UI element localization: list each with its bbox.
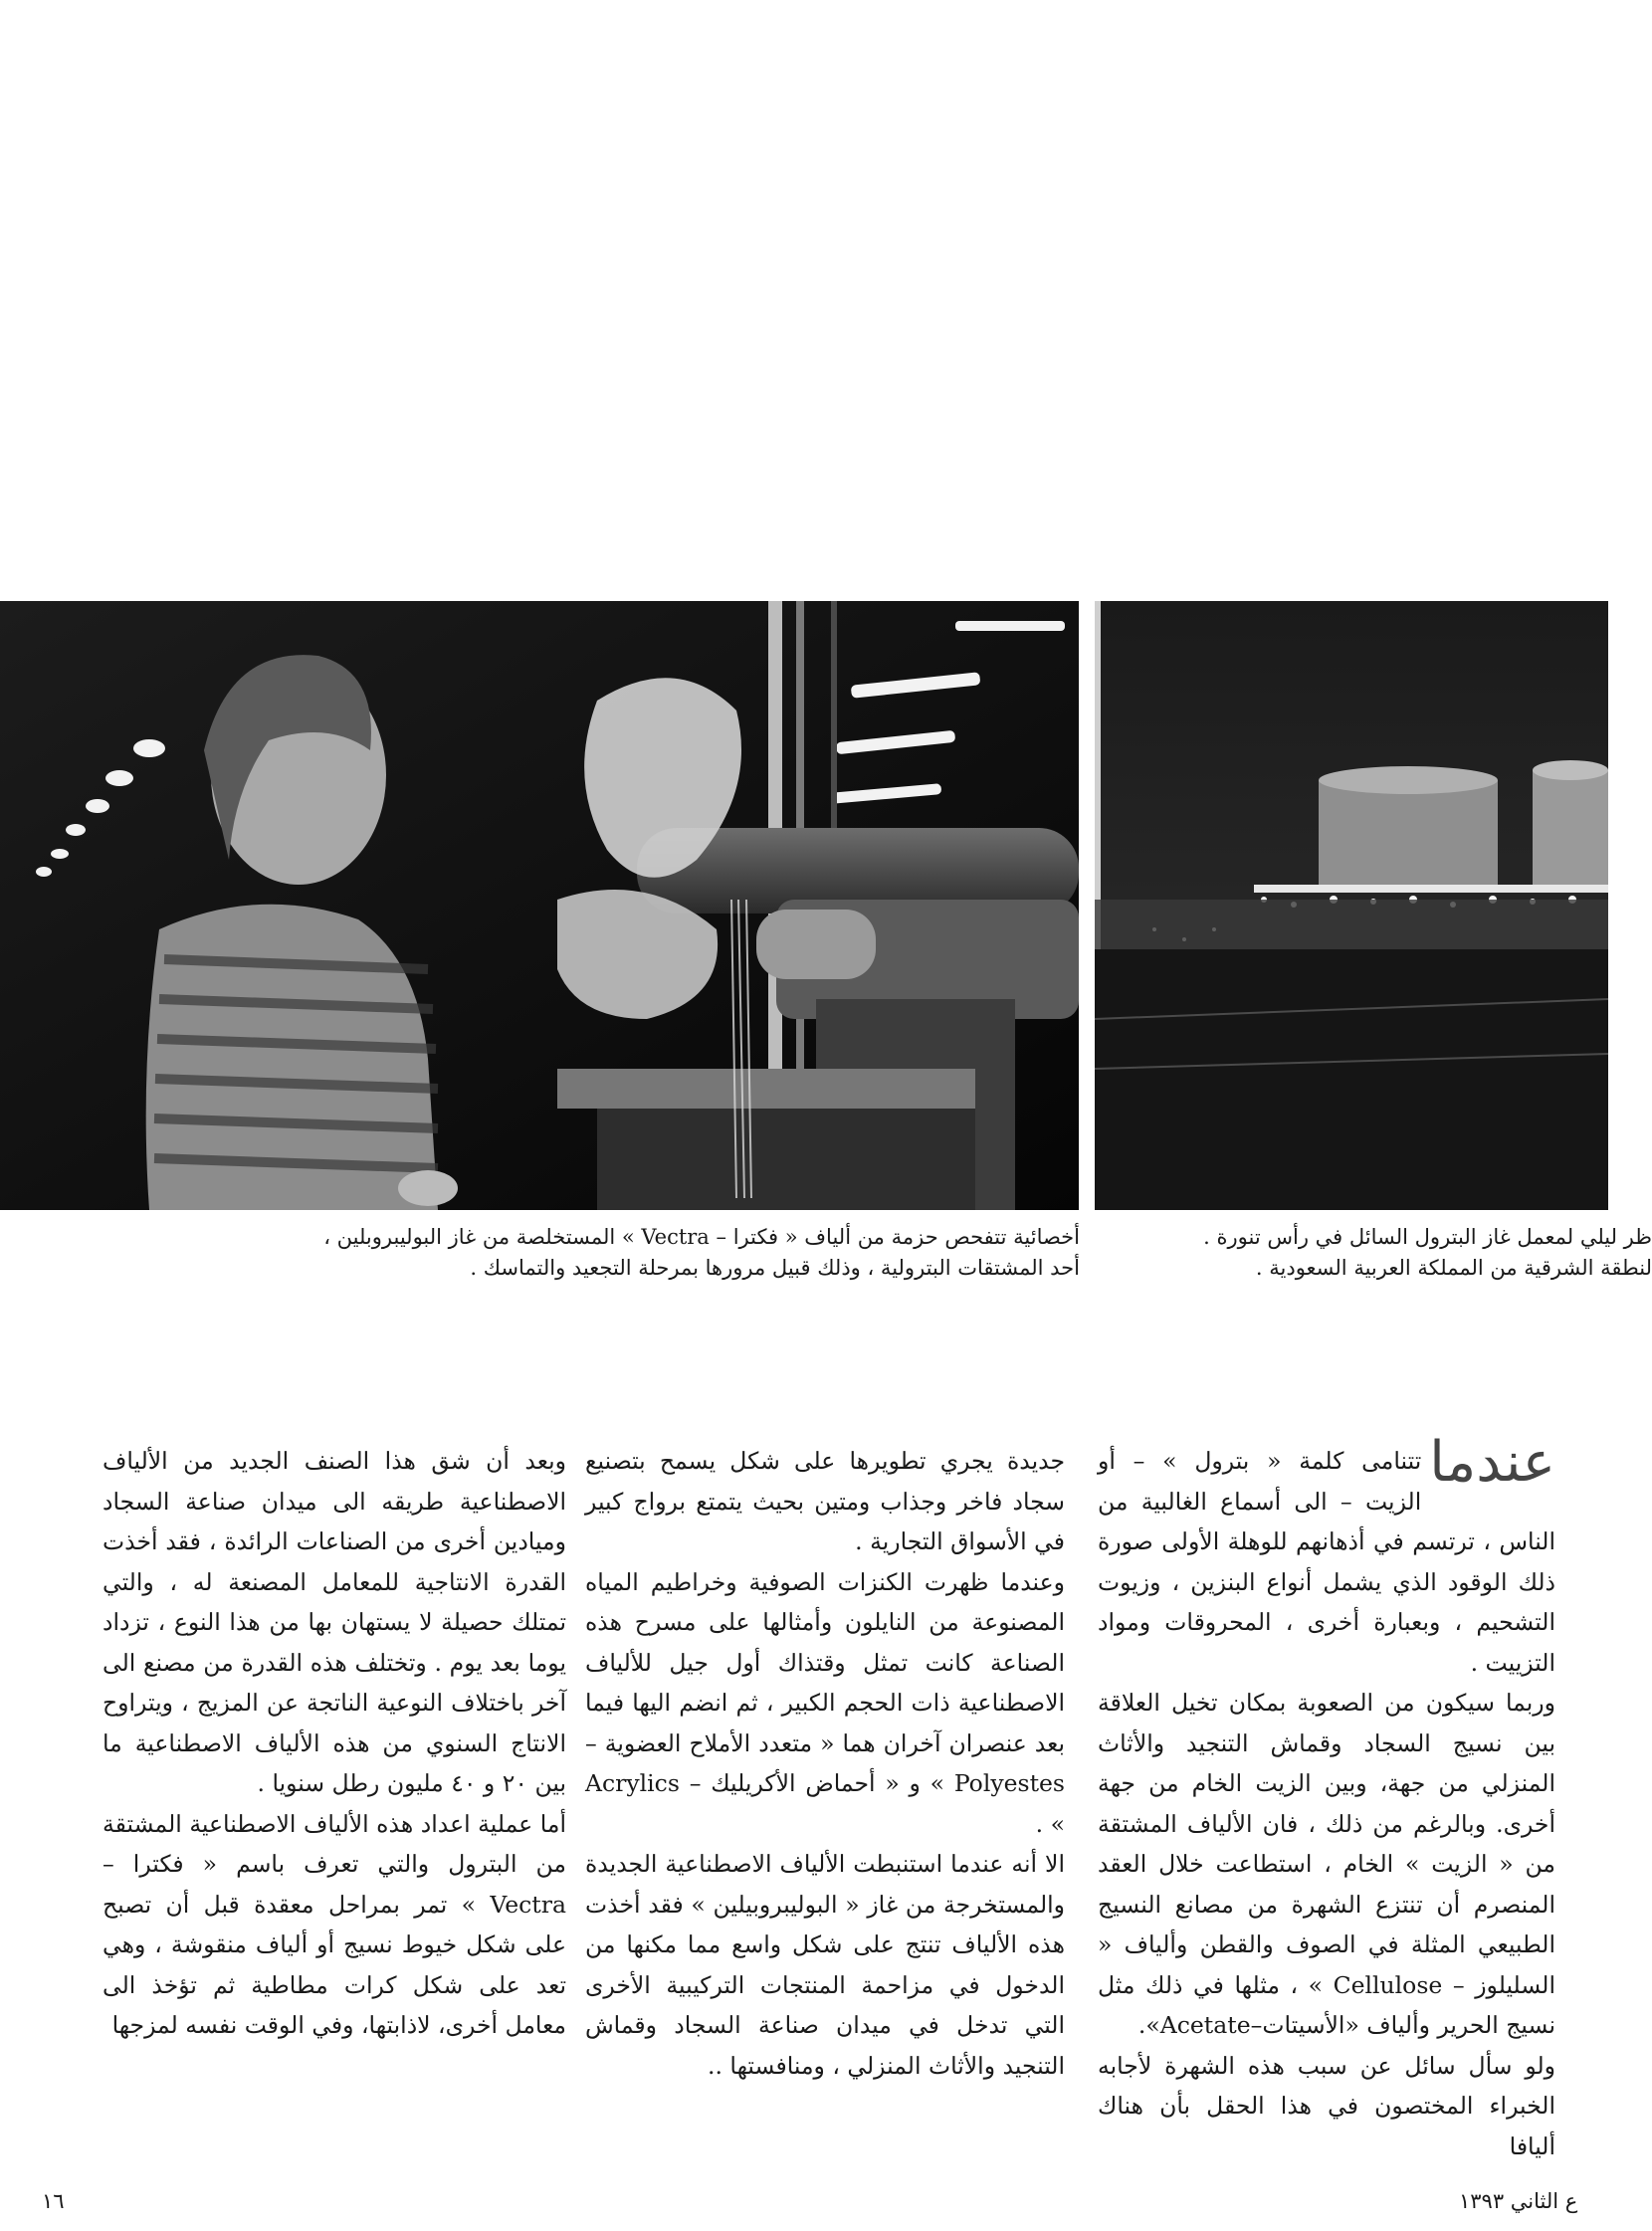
issue-label: ع الثاني ١٣٩٣ [1459, 2189, 1578, 2213]
caption-right-line2: لنطقة الشرقية من المملكة العربية السعودية . [1255, 1256, 1652, 1280]
gas-plant-image [1095, 601, 1608, 1210]
dropcap-word: عندما [1429, 1430, 1555, 1495]
photo-fiber-specialist [0, 601, 1079, 1210]
paragraph: وبعد أن شق هذا الصنف الجديد من الألياف الاصطناعية طريقه الى ميدان صناعة السجاد وميادين أخرى من الصناعات الرائدة ، فقد أخذت القدرة الانتاجية للمعامل المصنعة له ، والتي تمتلك حصيلة لا يستهان بها من هذا النوع ، تزداد يوما بعد يوم . وتختلف هذه القدرة من مصنع الى آخر باختلاف النوعية الناتجة عن المزيج ، ويتراوح الانتاج السنوي من هذه الألياف الاصطناعية ما بين ٢٠ و ٤٠ مليون رطل سنويا . [103, 1447, 566, 1797]
page-number: ١٦ [42, 2189, 65, 2213]
caption-left-line2: أحد المشتقات البترولية ، وذلك قبيل مرورها بمرحلة التجعيد والتماسك . [470, 1256, 1080, 1280]
caption-fiber-specialist [80, 1222, 1080, 1284]
caption-right-line1: ظر ليلي لمعمل غاز البترول السائل في رأس تنورة . [1203, 1225, 1652, 1249]
paragraph: أما عملية اعداد هذه الألياف الاصطناعية المشتقة من البترول والتي تعرف باسم « فكترا – Vectra » تمر بمراحل معقدة قبل أن تصبح على شكل خيوط نسيج أو ألياف منقوشة ، وهي تعد على شكل كرات مطاطية ثم تؤخذ الى معامل أخرى، لاذابتها، وفي الوقت نفسه لمزجها [103, 1809, 566, 2039]
article-column-left [103, 1441, 566, 2046]
paragraph: جديدة يجري تطويرها على شكل يسمح بتصنيع سجاد فاخر وجذاب ومتين بحيث يتمتع برواج كبير في الأسواق التجارية . [585, 1447, 1065, 1555]
paragraph: الا أنه عندما استنبطت الألياف الاصطناعية الجديدة والمستخرجة من غاز « البوليبروبيلين » فقد أخذت هذه الألياف تنتج على شكل واسع مما مكنها من الدخول في مزاحمة المنتجات التركيبية الأخرى التي تدخل في ميدان صناعة السجاد وقماش التنجيد والأثاث المنزلي ، ومنافستها .. [585, 1850, 1065, 2080]
paragraph: وعندما ظهرت الكنزات الصوفية وخراطيم المياه المصنوعة من النايلون وأمثالها على مسرح هذه الصناعة كانت تمثل وقتذاك أول جيل للألياف الاصطناعية ذات الحجم الكبير ، ثم انضم اليها فيما بعد عنصران آخران هما « متعدد الأملاح العضوية – Polyestes » و « أحماض الأكريليك – Acrylics » . [585, 1567, 1065, 1838]
article-column-right [1098, 1430, 1555, 2166]
paragraph: ولو سأل سائل عن سبب هذه الشهرة لأجابه الخبراء المختصون في هذا الحقل بأن هناك أليافا [1098, 2051, 1555, 2160]
caption-left-line1: أخصائية تتفحص حزمة من ألياف « فكترا – Vectra » المستخلصة من غاز البوليبروبلين ، [323, 1225, 1080, 1249]
paragraph: وربما سيكون من الصعوبة بمكان تخيل العلاقة بين نسيج السجاد وقماش التنجيد والأثاث المنزلي من جهة، وبين الزيت الخام من جهة أخرى. وبالرغم من ذلك ، فان الألياف المشتقة من « الزيت » الخام ، استطاعت خلال العقد المنصرم أن تنتزع الشهرة من مصانع النسيج الطبيعي المثلة في الصوف والقطن وألياف « السليلوز – Cellulose » ، مثلها في ذلك مثل نسيج الحرير وألياف «الأسيتات–Acetate». [1098, 1689, 1555, 2039]
paragraph: تتنامى كلمة « بترول » – أو الزيت – الى أسماع الغالبية من الناس ، ترتسم في أذهانهم للوهلة الأولى صورة ذلك الوقود الذي يشمل أنواع البنزين ، وزيوت التشحيم ، وبعبارة أخرى ، المحروقات ومواد التزييت . [1098, 1447, 1555, 1677]
article-column-middle [585, 1441, 1065, 2086]
fiber-specialist-image [0, 601, 1079, 1210]
photo-gas-plant-night [1095, 601, 1608, 1210]
caption-gas-plant [1095, 1222, 1652, 1284]
